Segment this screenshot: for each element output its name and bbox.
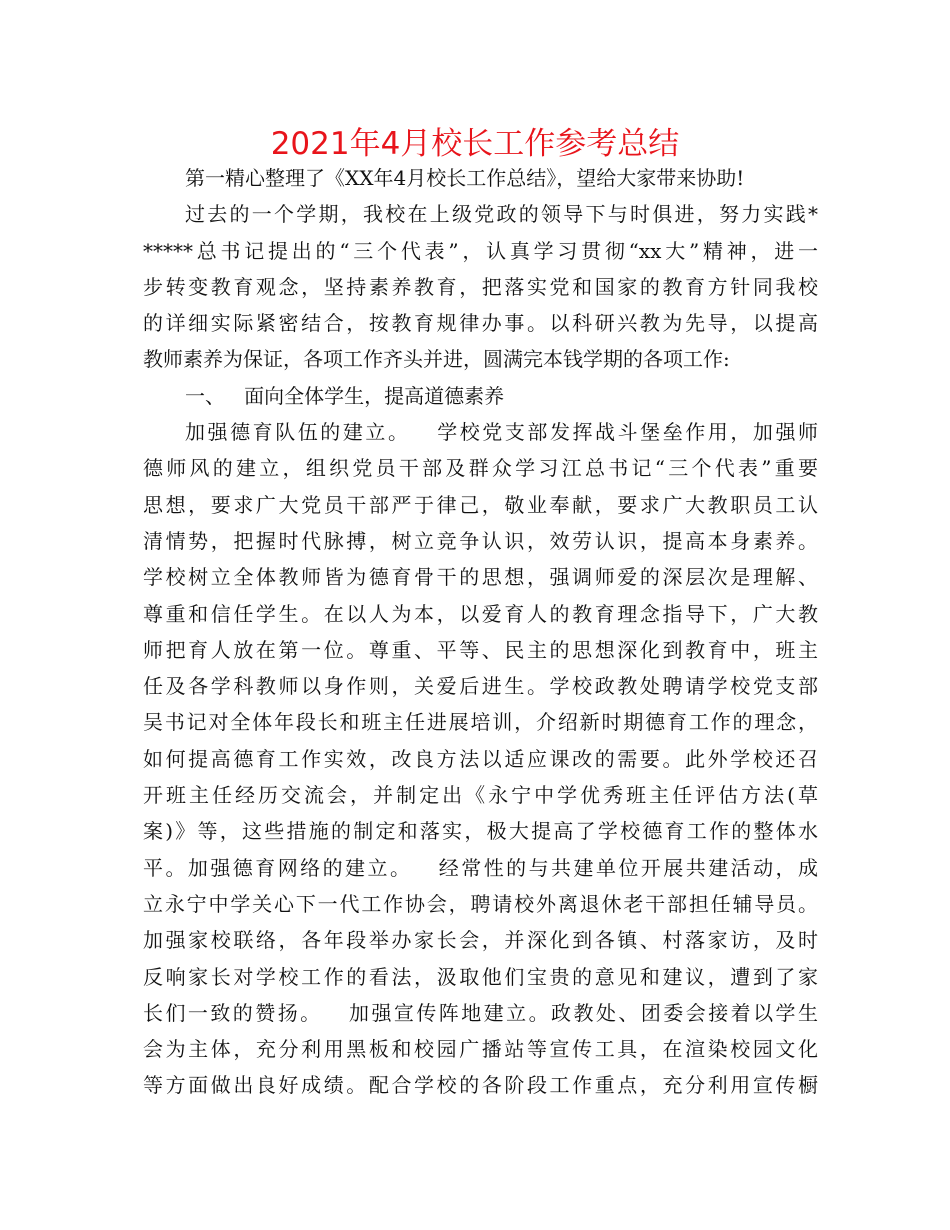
section-heading: 一、 面向全体学生，提高道德素养 xyxy=(185,383,505,408)
text-line: 的详细实际紧密结合，按教育规律办事。以科研兴教为先导，以提高 xyxy=(143,311,818,336)
text-line: *****总书记提出的“三个代表”，认真学习贯彻“xx大”精神，进一 xyxy=(143,238,818,263)
document-body xyxy=(143,160,818,1104)
text-line: 尊重和信任学生。在以人为本，以爱育人的教育理念指导下，广大教 xyxy=(143,601,818,626)
text-line: 德师风的建立，组织党员干部及群众学习江总书记“三个代表”重要 xyxy=(143,456,818,481)
text-line: 清情势，把握时代脉搏，树立竞争认识，效劳认识，提高本身素养。 xyxy=(143,528,818,553)
text-line: 任及各学科教师以身作则，关爱后进生。学校政教处聘请学校党支部 xyxy=(143,674,818,699)
text-line: 立永宁中学关心下一代工作协会，聘请校外离退休老干部担任辅导员。 xyxy=(143,891,818,916)
text-line: 等方面做出良好成绩。配合学校的各阶段工作重点，充分利用宣传橱 xyxy=(143,1073,818,1098)
text-line: 吴书记对全体年段长和班主任进展培训，介绍新时期德育工作的理念， xyxy=(143,710,818,735)
text-line: 会为主体，充分利用黑板和校园广播站等宣传工具，在渲染校园文化 xyxy=(143,1037,818,1062)
text-line: 长们一致的赞扬。 加强宣传阵地建立。政教处、团委会接着以学生 xyxy=(143,1000,818,1025)
document-title: 2021年4月校长工作参考总结 xyxy=(270,126,680,162)
text-line: 过去的一个学期，我校在上级党政的领导下与时俱进，努力实践* xyxy=(185,202,818,227)
text-line: 平。加强德育网络的建立。 经常性的与共建单位开展共建活动，成 xyxy=(143,855,818,880)
text-line: 开班主任经历交流会，并制定出《永宁中学优秀班主任评估方法(草 xyxy=(143,783,818,808)
text-line: 案)》等，这些措施的制定和落实，极大提高了学校德育工作的整体水 xyxy=(143,819,818,844)
text-line: 教师素养为保证，各项工作齐头并进，圆满完本钱学期的各项工作: xyxy=(143,347,730,372)
text-line: 反响家长对学校工作的看法，汲取他们宝贵的意见和建议，遭到了家 xyxy=(143,964,818,989)
text-line: 加强德育队伍的建立。 学校党支部发挥战斗堡垒作用，加强师 xyxy=(185,420,818,445)
text-line: 学校树立全体教师皆为德育骨干的思想，强调师爱的深层次是理解、 xyxy=(143,565,818,590)
text-line: 步转变教育观念，坚持素养教育，把落实党和国家的教育方针同我校 xyxy=(143,274,818,299)
text-line: 第一精心整理了《XX年4月校长工作总结》，望给大家带来协助! xyxy=(185,166,745,190)
text-line: 师把育人放在第一位。尊重、平等、民主的思想深化到教育中，班主 xyxy=(143,637,818,662)
text-line: 思想，要求广大党员干部严于律己，敬业奉献，要求广大教职员工认 xyxy=(143,492,818,517)
text-line: 加强家校联络，各年段举办家长会，并深化到各镇、村落家访，及时 xyxy=(143,928,818,953)
text-line: 如何提高德育工作实效，改良方法以适应课改的需要。此外学校还召 xyxy=(143,746,818,771)
